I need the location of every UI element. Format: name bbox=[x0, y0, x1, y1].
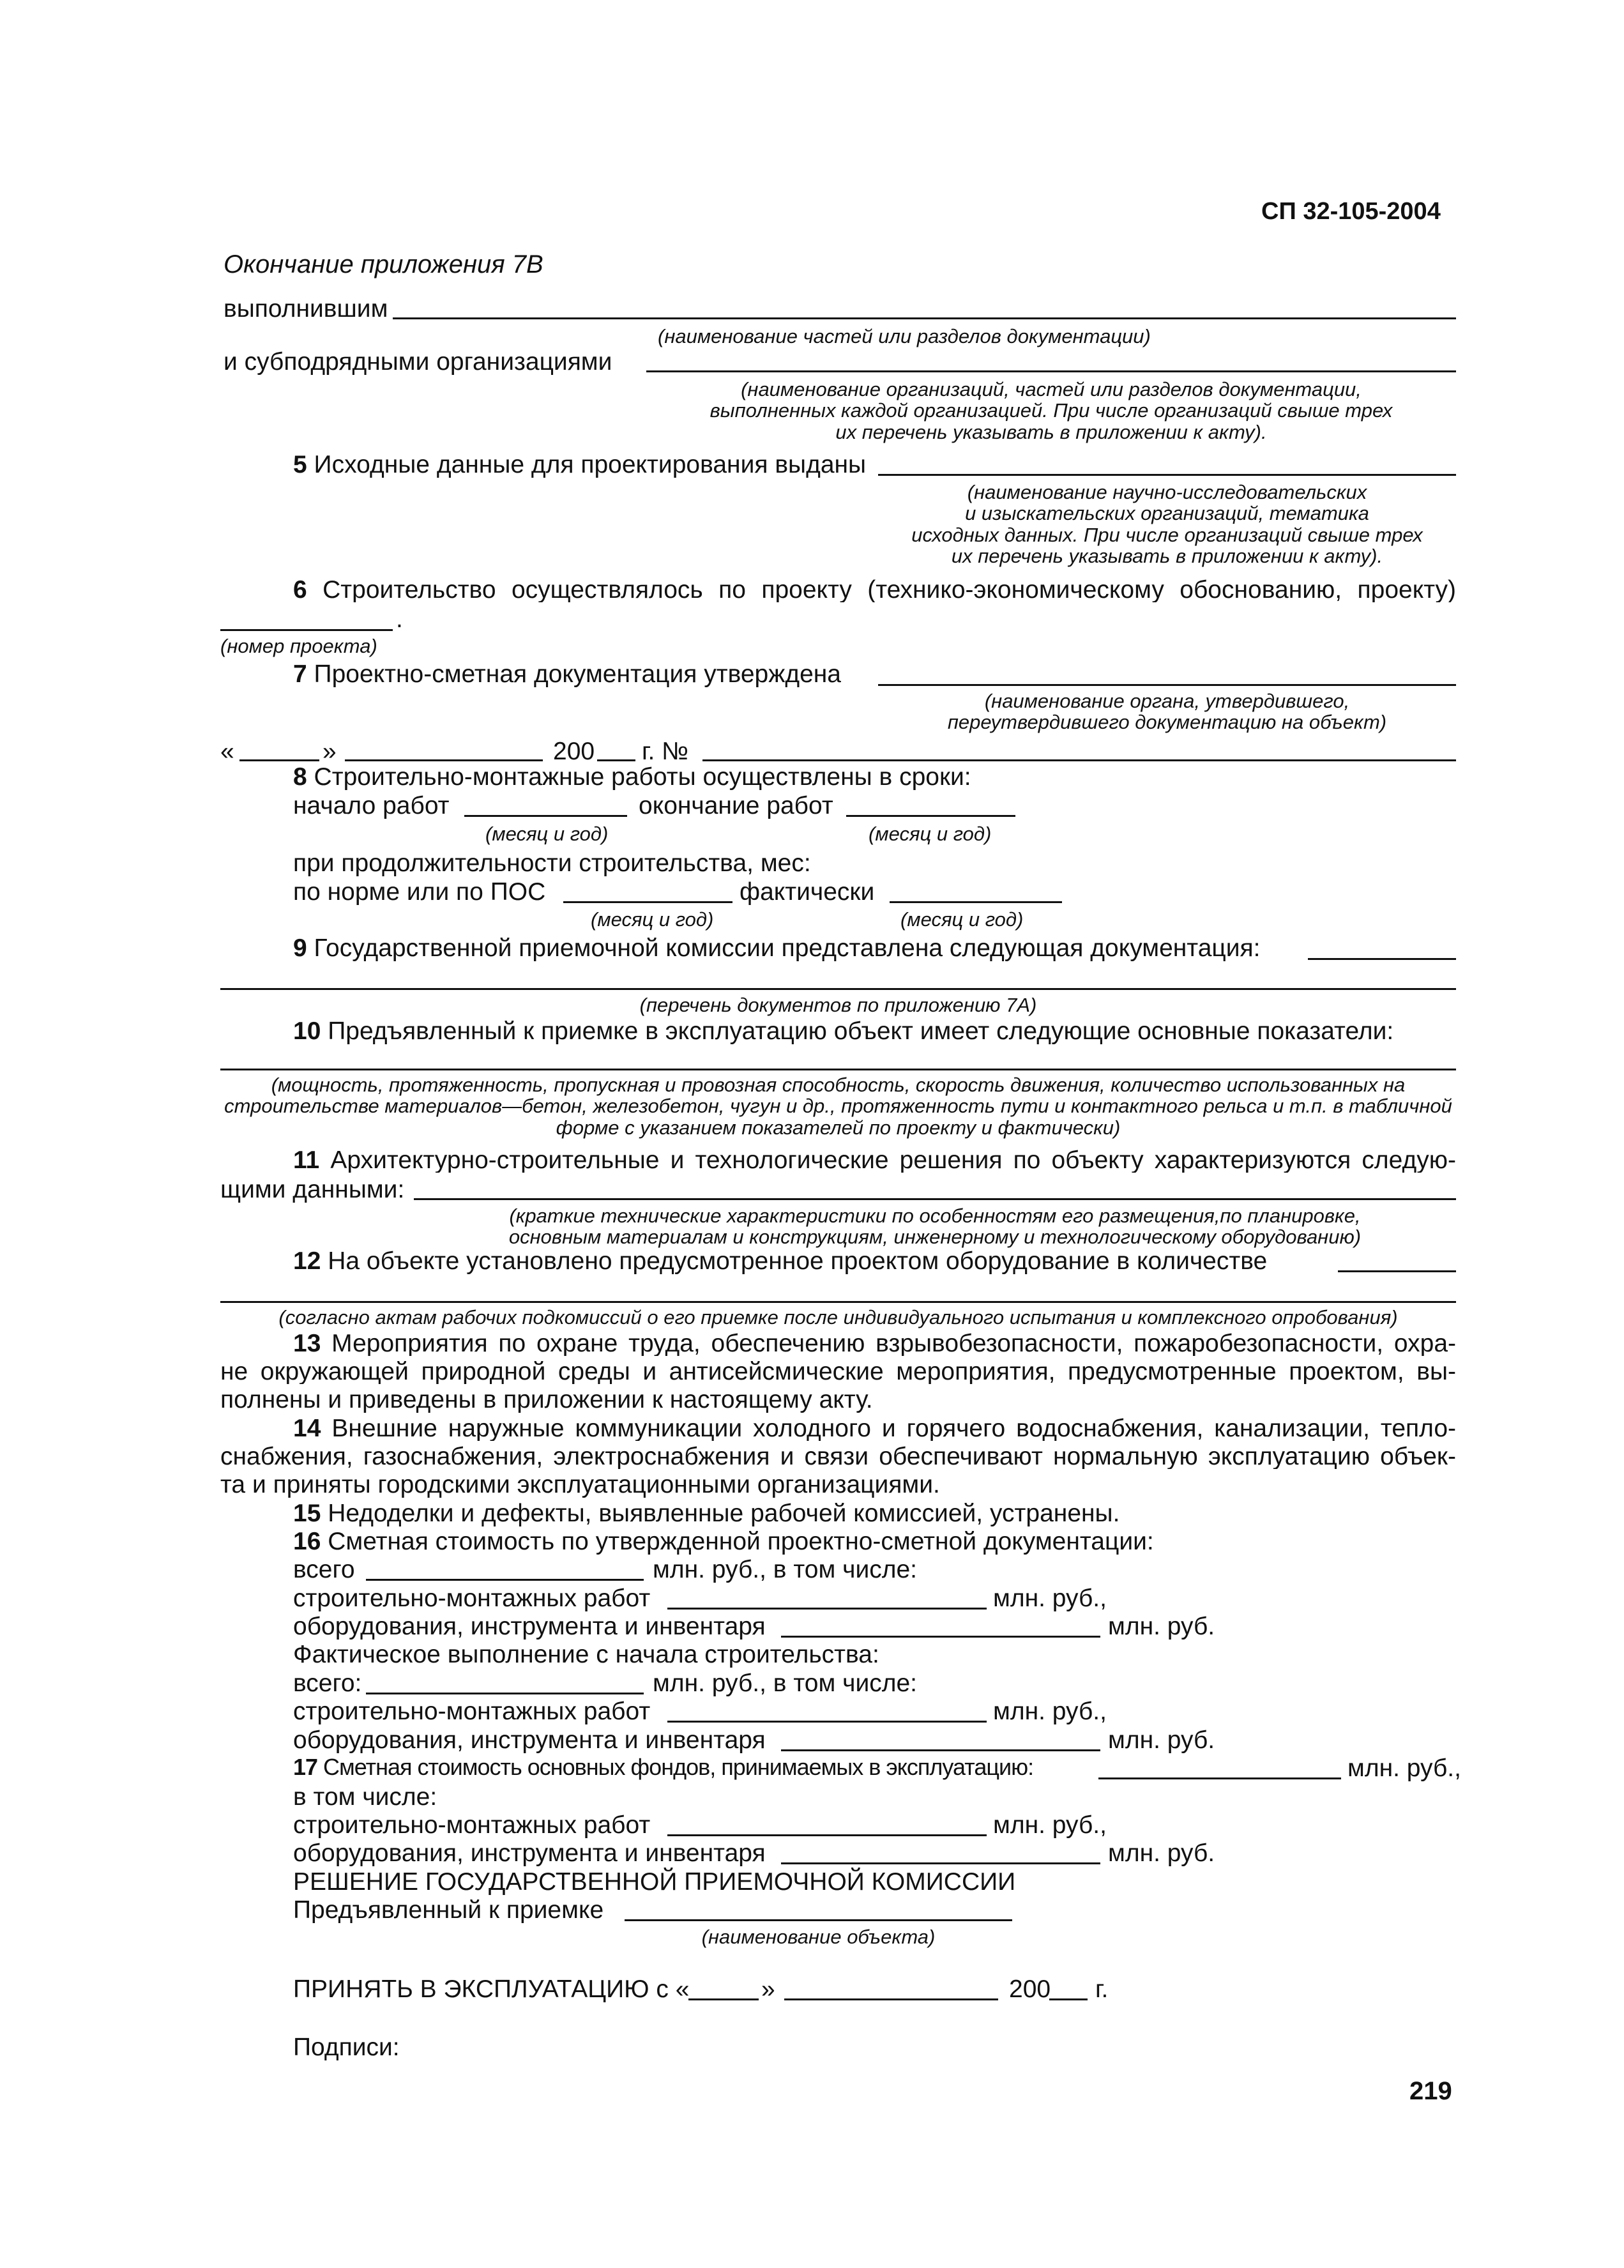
actual-equipment-label: оборудования, инструмента и инвентаря bbox=[293, 1726, 766, 1754]
item-13-line-3: полнены и приведены в приложении к настоящему акту. bbox=[220, 1386, 873, 1413]
approval-year-line[interactable] bbox=[597, 759, 635, 761]
estimate-smr-line[interactable] bbox=[667, 1608, 987, 1610]
start-label: начало работ bbox=[293, 792, 450, 819]
item-15: 15 Недоделки и дефекты, выявленные рабочей комиссией, устранены. bbox=[293, 1500, 1120, 1527]
actual-equipment-line[interactable] bbox=[781, 1749, 1100, 1751]
item-10: 10 Предъявленный к приемке в эксплуатацию объект имеет следующие основные показатели: bbox=[293, 1017, 1394, 1045]
equipment-line-2[interactable] bbox=[220, 1301, 1456, 1303]
start-date-caption: (месяц и год) bbox=[485, 823, 609, 845]
norm-line[interactable] bbox=[563, 901, 732, 903]
approval-day-line[interactable] bbox=[239, 759, 319, 761]
signatures-label: Подписи: bbox=[293, 2034, 400, 2061]
estimate-equipment-label: оборудования, инструмента и инвентаря bbox=[293, 1613, 766, 1640]
fixed-smr-label: строительно-монтажных работ bbox=[293, 1811, 651, 1839]
documents-line-2[interactable] bbox=[220, 988, 1456, 990]
actual-total-unit: млн. руб., в том числе: bbox=[653, 1670, 918, 1697]
item-17: 17 Сметная стоимость основных фондов, принимаемых в эксплуатацию: bbox=[293, 1754, 1034, 1780]
approving-body-line[interactable] bbox=[878, 684, 1456, 686]
accept-year-suffix: г. bbox=[1095, 1975, 1109, 2003]
page-number: 219 bbox=[1409, 2077, 1452, 2105]
indicators-line[interactable] bbox=[220, 1069, 1456, 1070]
actual-equipment-unit: млн. руб. bbox=[1108, 1726, 1215, 1754]
item-7: 7 Проектно-сметная документация утверждена bbox=[293, 660, 841, 688]
item-6: 6 Строительство осуществлялось по проекту (технико-экономическому обоснованию, проекту) bbox=[293, 577, 1456, 602]
item-14-line-2: снабжения, газоснабжения, электроснабжения и связи обеспечивают нормальную эксплуатацию объек- bbox=[220, 1444, 1456, 1469]
subcontractors-label: и субподрядными организациями bbox=[224, 348, 612, 376]
indicators-caption: (мощность, протяженность, пропускная и провозная способность, скорость движения, количество использованных на строительстве материалов—бетон, железобетон, чугун и др., протяженность пути и контактного рельса и т.п. в табличной форме с указанием показателей по проекту и фактически) bbox=[224, 1074, 1452, 1139]
accept-month-line[interactable] bbox=[784, 1998, 998, 2000]
duration-label: при продолжительности строительства, мес: bbox=[293, 849, 811, 877]
fixed-equipment-line[interactable] bbox=[781, 1862, 1100, 1864]
end-date-caption: (месяц и год) bbox=[869, 823, 992, 845]
estimate-total-unit: млн. руб., в том числе: bbox=[653, 1556, 918, 1583]
item-5: 5 Исходные данные для проектирования выданы bbox=[293, 451, 867, 478]
fixed-assets-incl: в том числе: bbox=[293, 1783, 437, 1811]
item-11: 11 Архитектурно-строительные и технологические решения по объекту характеризуются следую- bbox=[293, 1148, 1456, 1173]
approval-month-line[interactable] bbox=[345, 759, 543, 761]
documents-line-1[interactable] bbox=[1308, 958, 1456, 960]
approval-number-label: г. № bbox=[642, 738, 688, 765]
item-11-cont: щими данными: bbox=[220, 1176, 405, 1203]
item-14-line-3: та и приняты городскими эксплуатационными организациями. bbox=[220, 1471, 940, 1498]
documents-caption: (перечень документов по приложению 7А) bbox=[639, 994, 1037, 1016]
appendix-title: Окончание приложения 7В bbox=[224, 250, 543, 278]
object-name-line[interactable] bbox=[625, 1919, 1012, 1921]
fixed-smr-unit: млн. руб., bbox=[993, 1811, 1107, 1839]
accept-day-line[interactable] bbox=[688, 1998, 759, 2000]
estimate-total-label: всего bbox=[293, 1556, 355, 1583]
performers-line[interactable] bbox=[393, 317, 1456, 319]
date-quote-close: » bbox=[323, 738, 337, 765]
estimate-equipment-line[interactable] bbox=[781, 1636, 1100, 1638]
performers-label: выполнившим bbox=[224, 295, 388, 323]
accept-label: ПРИНЯТЬ В ЭКСПЛУАТАЦИЮ с « bbox=[293, 1975, 690, 2003]
fact-label: фактически bbox=[740, 878, 875, 906]
actual-total-line[interactable] bbox=[366, 1693, 644, 1694]
actual-title: Фактическое выполнение с начала строительства: bbox=[293, 1641, 879, 1668]
fact-caption: (месяц и год) bbox=[900, 908, 1024, 931]
accept-year-prefix: 200 bbox=[1009, 1975, 1051, 2003]
object-name-caption: (наименование объекта) bbox=[701, 1926, 936, 1948]
estimate-smr-unit: млн. руб., bbox=[993, 1585, 1107, 1612]
project-number-dot: . bbox=[396, 605, 403, 633]
start-date-line[interactable] bbox=[464, 815, 627, 817]
solutions-caption: (краткие технические характеристики по особенностям его размещения,по планировке, основным материалам и конструкциям, инженерному и технологическому оборудованию) bbox=[508, 1205, 1362, 1249]
item-9: 9 Государственной приемочной комиссии представлена следующая документация: bbox=[293, 934, 1261, 962]
fixed-equipment-unit: млн. руб. bbox=[1108, 1839, 1215, 1867]
actual-smr-unit: млн. руб., bbox=[993, 1698, 1107, 1725]
item-12: 12 На объекте установлено предусмотренное проектом оборудование в количестве bbox=[293, 1247, 1268, 1275]
project-number-caption: (номер проекта) bbox=[220, 635, 377, 657]
end-label: окончание работ bbox=[639, 792, 833, 819]
document-code: СП 32-105-2004 bbox=[1261, 198, 1441, 225]
subcontractors-caption: (наименование организаций, частей или разделов документации, выполненных каждой организацией. При числе организаций свыше трех их перечень указывать в приложении к акту). bbox=[710, 378, 1393, 443]
solutions-line[interactable] bbox=[414, 1198, 1456, 1200]
norm-label: по норме или по ПОС bbox=[293, 878, 546, 906]
source-data-caption: (наименование научно-исследовательских и изыскательских организаций, тематика исходных данных. При числе организаций свыше трех их перечень указывать в приложении к акту). bbox=[911, 481, 1423, 568]
item-13-line-2: не окружающей природной среды и антисейсмические мероприятия, предусмотренные проектом, вы- bbox=[220, 1359, 1456, 1384]
date-quote-open: « bbox=[220, 738, 234, 765]
norm-caption: (месяц и год) bbox=[591, 908, 714, 931]
equipment-caption: (согласно актам рабочих подкомиссий о его приемке после индивидуального испытания и комплексного опробования) bbox=[278, 1306, 1398, 1328]
fixed-equipment-label: оборудования, инструмента и инвентаря bbox=[293, 1839, 766, 1867]
fixed-smr-line[interactable] bbox=[667, 1834, 987, 1836]
item-13-line-1: 13 Мероприятия по охране труда, обеспечению взрывобезопасности, пожаробезопасности, охра- bbox=[293, 1331, 1456, 1356]
item-8: 8 Строительно-монтажные работы осуществлены в сроки: bbox=[293, 763, 971, 791]
accept-year-line[interactable] bbox=[1049, 1998, 1088, 2000]
source-data-line[interactable] bbox=[878, 474, 1456, 476]
equipment-line-1[interactable] bbox=[1338, 1270, 1456, 1272]
accept-quote-close: » bbox=[761, 1975, 775, 2003]
fixed-assets-unit: млн. руб., bbox=[1347, 1754, 1461, 1782]
fixed-assets-line[interactable] bbox=[1098, 1777, 1341, 1779]
item-14-line-1: 14 Внешние наружные коммуникации холодного и горячего водоснабжения, канализации, тепло- bbox=[293, 1416, 1456, 1441]
approving-body-caption: (наименование органа, утвердившего, переутвердившего документацию на объект) bbox=[947, 690, 1387, 734]
approval-year-prefix: 200 bbox=[553, 738, 595, 765]
estimate-total-line[interactable] bbox=[366, 1579, 644, 1581]
presented-label: Предъявленный к приемке bbox=[293, 1896, 604, 1924]
project-number-line[interactable] bbox=[220, 629, 393, 631]
subcontractors-line[interactable] bbox=[646, 370, 1456, 372]
decision-title: РЕШЕНИЕ ГОСУДАРСТВЕННОЙ ПРИЕМОЧНОЙ КОМИССИИ bbox=[293, 1868, 1016, 1896]
actual-total-label: всего: bbox=[293, 1670, 362, 1697]
fact-line[interactable] bbox=[890, 901, 1062, 903]
estimate-equipment-unit: млн. руб. bbox=[1108, 1613, 1215, 1640]
actual-smr-label: строительно-монтажных работ bbox=[293, 1698, 651, 1725]
end-date-line[interactable] bbox=[846, 815, 1015, 817]
performers-caption: (наименование частей или разделов документации) bbox=[658, 325, 1151, 347]
approval-number-line[interactable] bbox=[702, 759, 1456, 761]
estimate-smr-label: строительно-монтажных работ bbox=[293, 1585, 651, 1612]
actual-smr-line[interactable] bbox=[667, 1721, 987, 1723]
item-16: 16 Сметная стоимость по утвержденной проектно-сметной документации: bbox=[293, 1528, 1154, 1555]
